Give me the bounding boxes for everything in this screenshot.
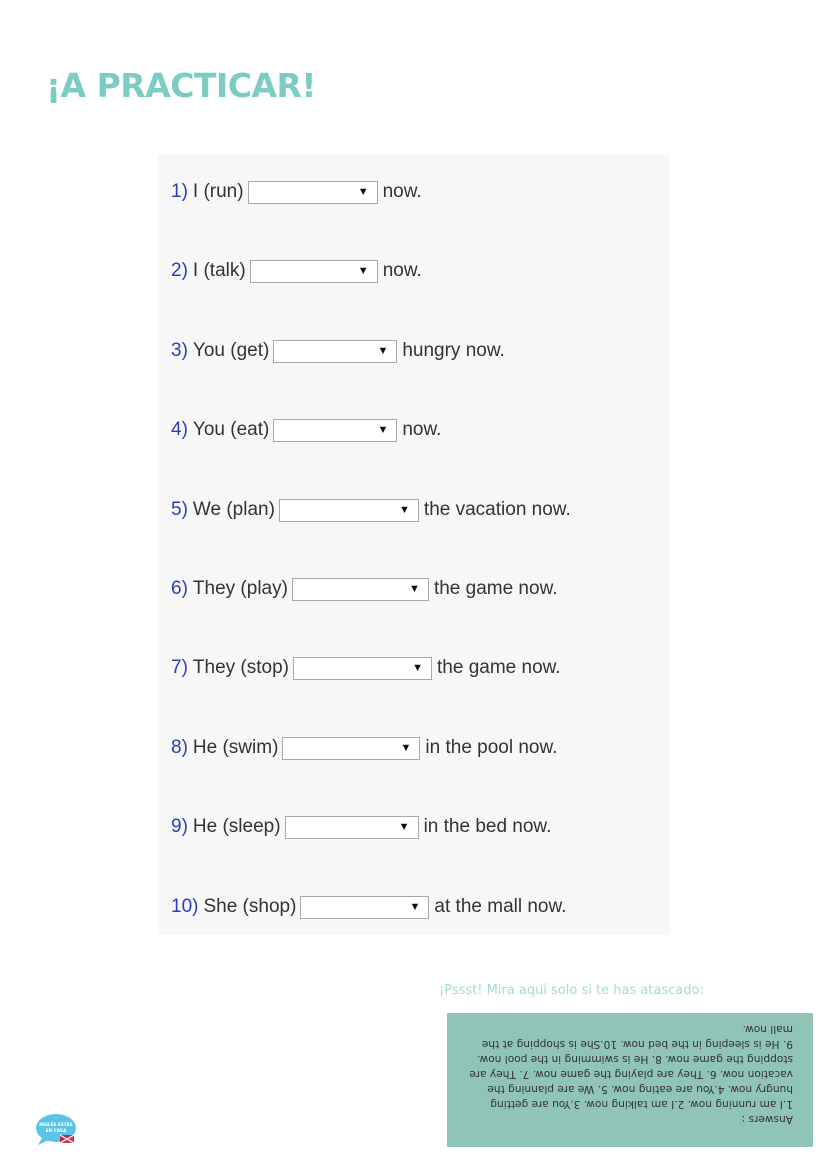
exercise-row-9: [171, 814, 551, 840]
caret-down-icon: ▼: [398, 820, 410, 833]
exercise-rest: the game now.: [437, 657, 561, 678]
exercise-number: 3): [171, 340, 188, 361]
exercise-number: 1): [171, 181, 188, 202]
exercise-rest: hungry now.: [402, 340, 505, 361]
exercise-verb: You (get): [192, 340, 270, 361]
caret-down-icon: ▼: [409, 582, 420, 595]
caret-down-icon: ▼: [377, 344, 389, 357]
exercise-verb: I (run): [192, 181, 244, 202]
answers-text: 1.I am running now. 2.I am talking now. 3.You are getting hungry now. 4.You are eating now. 5. We are planning the vacation now. 6. They are playing the game now. 7. They are stopping the game now. 8. He is swimming in the pool now. 9. He is sleeping in the bed now. 10.She is shopping at the mall now.: [469, 1023, 793, 1110]
exercise-rest: at the mall now.: [434, 896, 567, 917]
caret-down-icon: ▼: [377, 423, 389, 436]
answers-heading: Answers :: [741, 1113, 793, 1125]
exercise-number: 6): [171, 578, 188, 599]
exercise-verb: She (shop): [203, 896, 297, 917]
logo-line2: EN CASA: [45, 1128, 67, 1133]
exercise-rest: the vacation now.: [423, 499, 571, 520]
caret-down-icon: ▼: [357, 264, 369, 277]
answer-dropdown-2[interactable]: [250, 260, 378, 283]
exercise-number: 5): [171, 499, 188, 520]
exercise-row-8: [171, 735, 557, 761]
caret-down-icon: ▼: [357, 185, 369, 198]
exercise-panel: [158, 155, 670, 935]
answer-dropdown-7[interactable]: [293, 657, 432, 680]
answer-dropdown-8[interactable]: [282, 737, 420, 760]
answer-dropdown-10[interactable]: [300, 896, 429, 919]
answer-dropdown-6[interactable]: [292, 578, 429, 601]
exercise-row-6: [171, 576, 558, 602]
exercise-row-7: [171, 655, 561, 681]
exercise-verb: We (plan): [192, 499, 275, 520]
exercise-rest: now.: [382, 181, 422, 202]
exercise-verb: He (swim): [192, 737, 279, 758]
caret-down-icon: ▼: [412, 661, 423, 674]
answers-upside-down: [467, 1021, 793, 1126]
exercise-rest: now.: [382, 260, 422, 281]
exercise-row-10: [171, 894, 566, 920]
caret-down-icon: ▼: [400, 741, 412, 754]
hint-text: ¡Pssst! Mira aquí solo si te has atascado:: [439, 983, 704, 998]
caret-down-icon: ▼: [399, 503, 410, 516]
exercise-number: 9): [171, 816, 188, 837]
exercise-number: 2): [171, 260, 188, 281]
exercise-rest: the game now.: [433, 578, 558, 599]
exercise-row-3: [171, 338, 505, 364]
answer-dropdown-9[interactable]: [285, 816, 419, 839]
answer-dropdown-5[interactable]: [279, 499, 419, 522]
page-title: ¡A PRACTICAR!: [46, 66, 316, 105]
caret-down-icon: ▼: [409, 900, 421, 913]
exercise-row-1: [171, 179, 422, 205]
answers-box: [447, 1013, 813, 1147]
exercise-row-5: [171, 497, 571, 523]
exercise-row-2: [171, 258, 422, 284]
exercise-verb: I (talk): [192, 260, 246, 281]
exercise-verb: He (sleep): [192, 816, 281, 837]
exercise-rest: now.: [402, 419, 442, 440]
exercise-number: 8): [171, 737, 188, 758]
exercise-verb: They (play): [192, 578, 288, 599]
logo: [34, 1112, 78, 1146]
exercise-verb: You (eat): [192, 419, 270, 440]
exercise-row-4: [171, 417, 441, 443]
exercise-verb: They (stop): [192, 657, 289, 678]
exercise-rest: in the bed now.: [423, 816, 552, 837]
logo-line1: INGLÉS ESTÁS: [39, 1122, 73, 1127]
answer-dropdown-4[interactable]: [273, 419, 397, 442]
exercise-number: 7): [171, 657, 188, 678]
exercise-rest: in the pool now.: [425, 737, 558, 758]
answer-dropdown-1[interactable]: [248, 181, 378, 204]
exercise-number: 10): [171, 896, 199, 917]
answer-dropdown-3[interactable]: [273, 340, 397, 363]
exercise-number: 4): [171, 419, 188, 440]
